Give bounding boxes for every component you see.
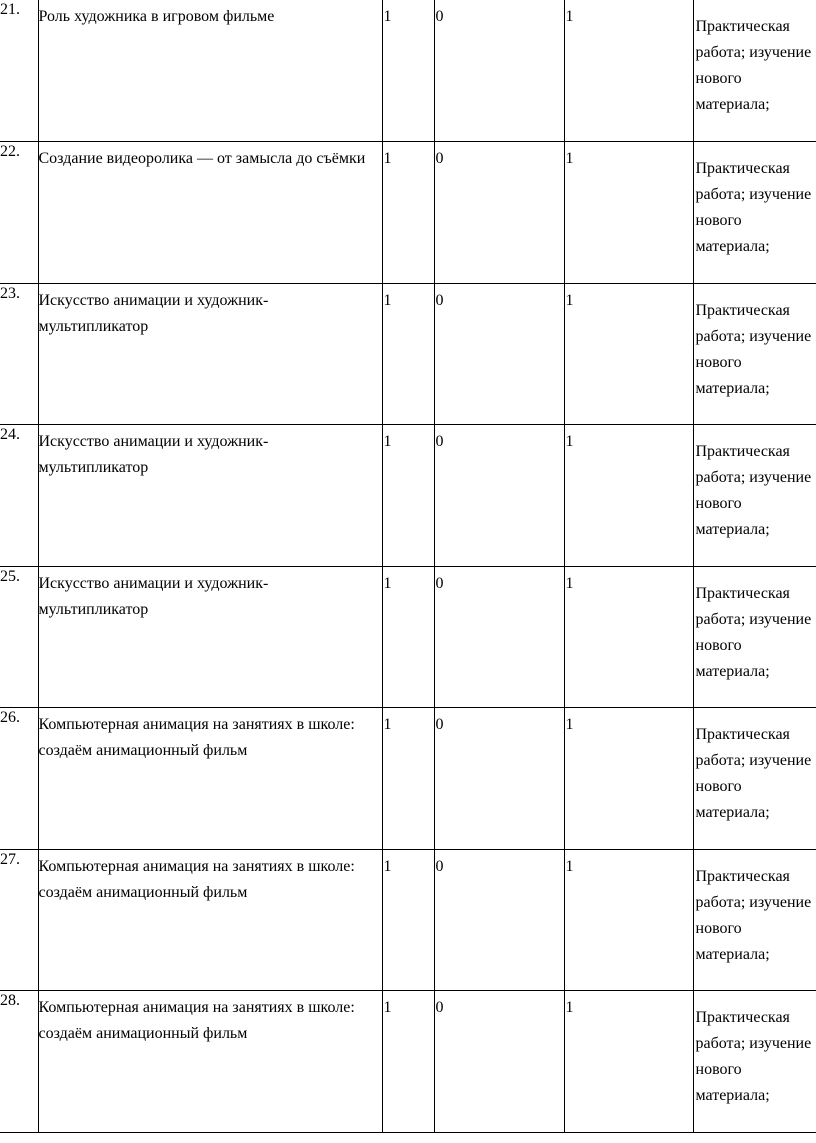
total-hours: 1 (383, 150, 392, 167)
theory-hours: 0 (435, 574, 444, 592)
lesson-topic-cell (38, 708, 382, 850)
total-hours: 1 (383, 574, 392, 592)
practice-hours-cell (564, 566, 693, 708)
lesson-number-cell (0, 566, 38, 708)
lesson-topic: Компьютерная анимация на занятиях в школе: создаём анимационный фильм (38, 716, 355, 759)
practice-hours-cell (564, 425, 693, 567)
lesson-topic: Искусство анимации и художник-мультипликатор (38, 574, 269, 618)
total-hours-cell (382, 849, 434, 991)
total-hours: 1 (383, 716, 392, 733)
theory-hours: 0 (435, 291, 444, 309)
lesson-number-cell (0, 0, 38, 142)
lesson-number-cell (0, 708, 38, 850)
lesson-topic-cell (38, 283, 382, 425)
lesson-number: 21. (0, 1, 20, 18)
lesson-topic-cell (38, 0, 382, 142)
theory-hours: 0 (435, 999, 444, 1016)
practice-hours: 1 (565, 574, 574, 592)
activity-form-cell (693, 849, 816, 991)
practice-hours-cell (564, 283, 693, 425)
activity-form-cell (693, 142, 816, 284)
theory-hours-cell (434, 566, 564, 708)
lesson-number: 28. (0, 992, 20, 1009)
lesson-number: 27. (0, 850, 20, 868)
practice-hours-cell (564, 0, 693, 142)
table-row (0, 708, 816, 850)
practice-hours-cell (564, 991, 693, 1133)
lesson-number-cell (0, 283, 38, 425)
practice-hours: 1 (565, 291, 574, 309)
activity-form-cell (693, 283, 816, 425)
lesson-number: 26. (0, 709, 20, 726)
total-hours: 1 (383, 857, 392, 875)
total-hours-cell (382, 991, 434, 1133)
total-hours-cell (382, 425, 434, 567)
theory-hours-cell (434, 0, 564, 142)
theory-hours: 0 (435, 716, 444, 733)
lesson-number: 23. (0, 284, 20, 302)
activity-form: Практическая работа; изучение нового материала; (695, 160, 812, 255)
practice-hours-cell (564, 849, 693, 991)
practice-hours: 1 (565, 999, 574, 1016)
activity-form-cell (693, 425, 816, 567)
lesson-topic: Роль художника в игровом фильме (38, 8, 275, 25)
activity-form: Практическая работа; изучение нового материала; (695, 867, 812, 963)
total-hours: 1 (383, 433, 392, 450)
theory-hours-cell (434, 708, 564, 850)
theory-hours-cell (434, 425, 564, 567)
lesson-topic: Компьютерная анимация на занятиях в школе: создаём анимационный фильм (38, 857, 355, 901)
theory-hours-cell (434, 142, 564, 284)
table-row (0, 142, 816, 284)
practice-hours: 1 (565, 150, 574, 167)
practice-hours: 1 (565, 433, 574, 450)
theory-hours-cell (434, 849, 564, 991)
total-hours-cell (382, 142, 434, 284)
theory-hours: 0 (435, 150, 444, 167)
practice-hours: 1 (565, 8, 574, 25)
activity-form: Практическая работа; изучение нового материала; (695, 584, 812, 680)
lesson-number-cell (0, 142, 38, 284)
table-row (0, 283, 816, 425)
total-hours: 1 (383, 999, 392, 1016)
total-hours-cell (382, 0, 434, 142)
table-row (0, 991, 816, 1133)
theory-hours-cell (434, 283, 564, 425)
lesson-topic-cell (38, 849, 382, 991)
lesson-topic-cell (38, 991, 382, 1133)
total-hours: 1 (383, 8, 392, 25)
theory-hours-cell (434, 991, 564, 1133)
lesson-topic-cell (38, 566, 382, 708)
theory-hours: 0 (435, 433, 444, 450)
lesson-topic-cell (38, 142, 382, 284)
total-hours-cell (382, 283, 434, 425)
lesson-topic: Компьютерная анимация на занятиях в школе: создаём анимационный фильм (38, 999, 355, 1042)
lesson-number: 24. (0, 426, 20, 443)
table-row (0, 0, 816, 142)
lesson-number-cell (0, 991, 38, 1133)
total-hours-cell (382, 566, 434, 708)
lesson-number: 22. (0, 143, 20, 160)
activity-form-cell (693, 566, 816, 708)
activity-form: Практическая работа; изучение нового материала; (695, 726, 812, 821)
table-row (0, 566, 816, 708)
lesson-topic: Искусство анимации и художник-мультипликатор (38, 433, 269, 476)
activity-form: Практическая работа; изучение нового материала; (695, 18, 812, 113)
activity-form-cell (693, 0, 816, 142)
activity-form: Практическая работа; изучение нового материала; (695, 301, 812, 397)
theory-hours: 0 (435, 857, 444, 875)
lesson-topic-cell (38, 425, 382, 567)
table-row (0, 849, 816, 991)
total-hours: 1 (383, 291, 392, 309)
practice-hours-cell (564, 142, 693, 284)
activity-form: Практическая работа; изучение нового материала; (695, 1009, 812, 1104)
practice-hours: 1 (565, 857, 574, 875)
table-row (0, 425, 816, 567)
lesson-number-cell (0, 849, 38, 991)
total-hours-cell (382, 708, 434, 850)
activity-form-cell (693, 708, 816, 850)
activity-form: Практическая работа; изучение нового материала; (695, 443, 812, 538)
theory-hours: 0 (435, 8, 444, 25)
practice-hours-cell (564, 708, 693, 850)
lesson-topic: Создание видеоролика — от замысла до съёмки (38, 150, 366, 167)
activity-form-cell (693, 991, 816, 1133)
lesson-number: 25. (0, 567, 20, 585)
lesson-number-cell (0, 425, 38, 567)
practice-hours: 1 (565, 716, 574, 733)
lesson-topic: Искусство анимации и художник-мультипликатор (38, 291, 269, 335)
